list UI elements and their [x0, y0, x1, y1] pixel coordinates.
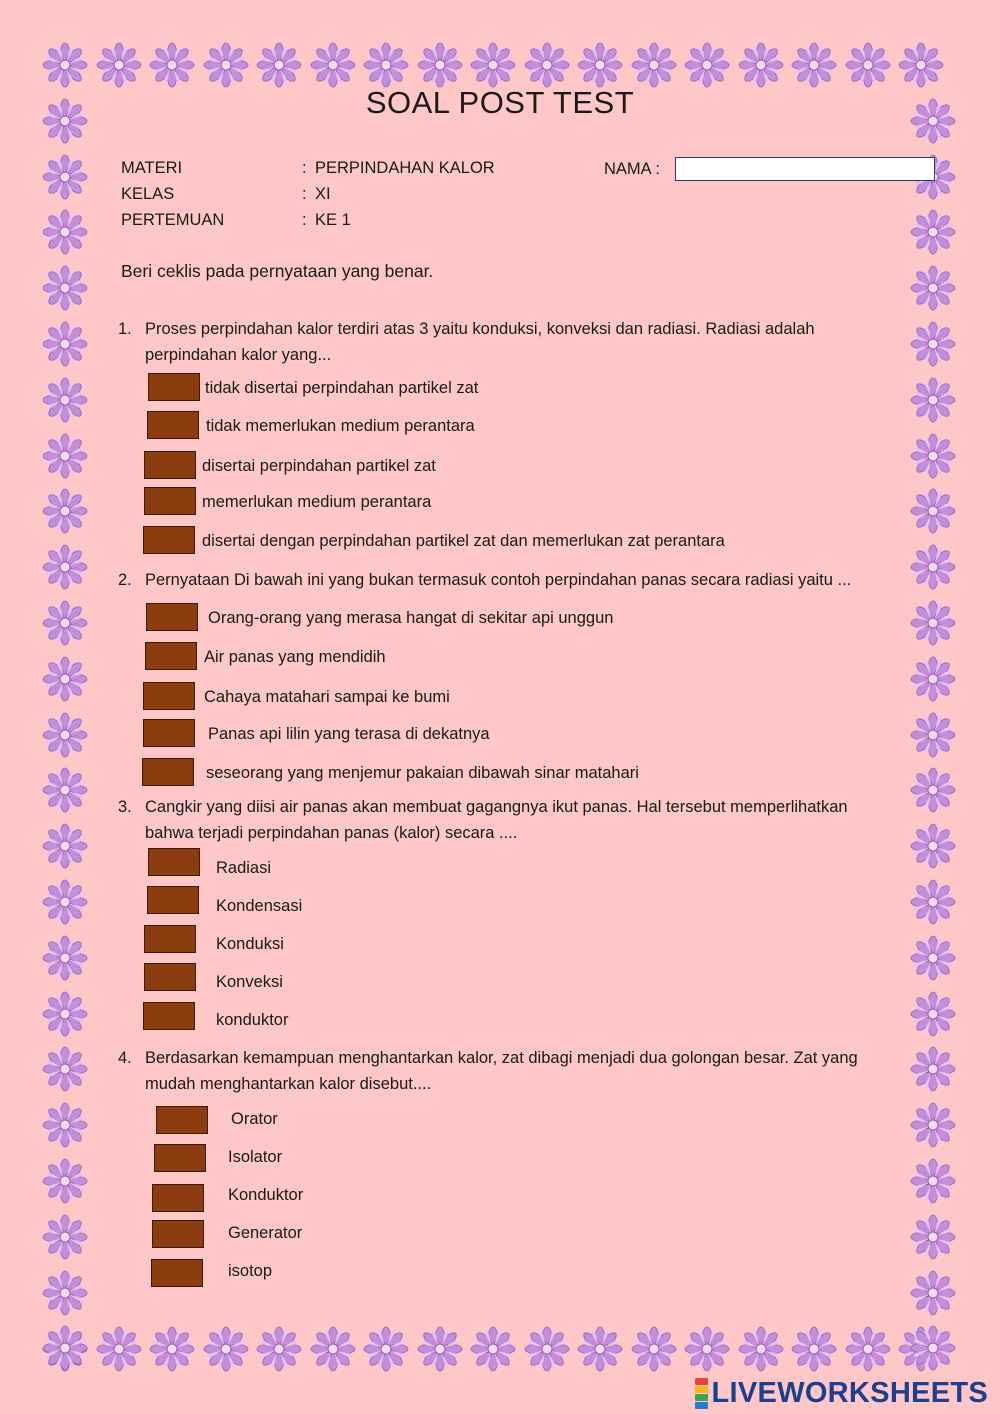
answer-checkbox[interactable]	[143, 526, 195, 554]
flower-ornament-icon	[417, 42, 463, 88]
meta-colon: :	[302, 211, 307, 229]
option-q4-d	[152, 1220, 452, 1250]
option-q4-a	[156, 1106, 456, 1136]
question-number: 3.	[118, 798, 132, 816]
flower-ornament-icon	[684, 42, 730, 88]
flower-ornament-icon	[845, 42, 891, 88]
flower-ornament-icon	[910, 656, 956, 702]
flower-ornament-icon	[363, 42, 409, 88]
question-2	[118, 567, 878, 593]
nama-input[interactable]	[675, 157, 935, 181]
flower-ornament-icon	[631, 42, 677, 88]
flower-ornament-icon	[470, 42, 516, 88]
flower-ornament-icon	[42, 1046, 88, 1092]
option-text: Orang-orang yang merasa hangat di sekitar api unggun	[208, 609, 614, 627]
meta-row-pertemuan	[121, 207, 601, 233]
option-q2-a	[146, 603, 746, 633]
question-number: 4.	[118, 1049, 132, 1067]
flower-ornament-icon	[42, 1214, 88, 1260]
flower-ornament-icon	[42, 209, 88, 255]
flower-ornament-icon	[910, 1102, 956, 1148]
flower-ornament-icon	[42, 377, 88, 423]
flower-ornament-icon	[791, 42, 837, 88]
meta-colon: :	[302, 185, 307, 203]
nama-label: NAMA :	[604, 160, 660, 178]
meta-info	[121, 155, 601, 233]
flower-ornament-icon	[738, 1326, 784, 1372]
flower-ornament-icon	[42, 767, 88, 813]
flower-ornament-icon	[910, 1270, 956, 1316]
meta-value: PERPINDAHAN KALOR	[315, 159, 495, 177]
flower-ornament-icon	[910, 991, 956, 1037]
flower-ornament-icon	[256, 1326, 302, 1372]
flower-ornament-icon	[631, 1326, 677, 1372]
option-text: Konduktor	[228, 1186, 304, 1204]
flower-ornament-icon	[42, 1270, 88, 1316]
option-text: seseorang yang menjemur pakaian dibawah sinar matahari	[206, 764, 639, 782]
flower-ornament-icon	[42, 1102, 88, 1148]
flower-ornament-icon	[470, 1326, 516, 1372]
answer-checkbox[interactable]	[147, 411, 199, 439]
flower-ornament-icon	[42, 823, 88, 869]
flower-ornament-icon	[310, 42, 356, 88]
option-text: Konveksi	[216, 973, 283, 991]
flower-ornament-icon	[42, 488, 88, 534]
flower-ornament-icon	[42, 935, 88, 981]
answer-checkbox[interactable]	[143, 719, 195, 747]
meta-colon: :	[302, 159, 307, 177]
option-q3-a	[148, 848, 448, 878]
flower-ornament-icon	[791, 1326, 837, 1372]
flower-ornament-icon	[42, 42, 88, 88]
answer-checkbox[interactable]	[152, 1184, 204, 1212]
flower-ornament-icon	[910, 1214, 956, 1260]
option-q2-b	[145, 642, 745, 672]
flower-ornament-icon	[42, 544, 88, 590]
meta-label: PERTEMUAN	[121, 211, 225, 229]
option-text: Isolator	[228, 1148, 283, 1166]
option-q2-d	[143, 719, 743, 749]
flower-ornament-icon	[42, 1325, 88, 1371]
flower-ornament-icon	[910, 823, 956, 869]
option-q4-c	[152, 1184, 452, 1214]
flower-ornament-icon	[42, 433, 88, 479]
flower-ornament-icon	[42, 600, 88, 646]
flower-ornament-icon	[203, 42, 249, 88]
answer-checkbox[interactable]	[144, 451, 196, 479]
flower-ornament-icon	[310, 1326, 356, 1372]
flower-ornament-icon	[910, 488, 956, 534]
option-text: Orator	[231, 1110, 278, 1128]
option-text: disertai perpindahan partikel zat	[202, 457, 436, 475]
question-number: 1.	[118, 320, 132, 338]
option-q1-a	[148, 373, 648, 403]
meta-row-materi	[121, 155, 601, 181]
question-text: Pernyataan Di bawah ini yang bukan termasuk contoh perpindahan panas secara radiasi yaitu ...	[145, 571, 852, 589]
flower-ornament-icon	[845, 1326, 891, 1372]
option-text: tidak memerlukan medium perantara	[206, 417, 475, 435]
page-title: SOAL POST TEST	[365, 85, 635, 120]
flower-ornament-icon	[898, 42, 944, 88]
option-q1-e	[143, 526, 783, 556]
answer-checkbox[interactable]	[144, 963, 196, 991]
flower-ornament-icon	[256, 42, 302, 88]
flower-ornament-icon	[42, 656, 88, 702]
meta-label: KELAS	[121, 185, 175, 203]
option-q1-d	[144, 487, 644, 517]
option-q1-c	[144, 451, 644, 481]
question-text: Proses perpindahan kalor terdiri atas 3 yaitu konduksi, konveksi dan radiasi. Radiasi adalah perpindahan kalor yang...	[145, 320, 815, 364]
flower-ornament-icon	[910, 879, 956, 925]
answer-checkbox[interactable]	[148, 373, 200, 401]
answer-checkbox[interactable]	[145, 642, 197, 670]
option-q3-e	[143, 1002, 443, 1032]
flower-ornament-icon	[42, 154, 88, 200]
option-text: konduktor	[216, 1011, 289, 1029]
flower-ornament-icon	[910, 544, 956, 590]
question-4	[118, 1045, 878, 1097]
flower-ornament-icon	[910, 209, 956, 255]
question-text: Cangkir yang diisi air panas akan membuat gagangnya ikut panas. Hal tersebut memperlihatkan bahwa terjadi perpindahan panas (kalor) secara ....	[145, 798, 848, 842]
meta-value: KE 1	[315, 211, 351, 229]
option-q3-b	[147, 886, 447, 916]
flower-ornament-icon	[42, 321, 88, 367]
flower-ornament-icon	[910, 1046, 956, 1092]
option-text: Radiasi	[216, 859, 272, 877]
flower-ornament-icon	[910, 935, 956, 981]
option-q2-e	[142, 758, 762, 788]
option-text: Cahaya matahari sampai ke bumi	[204, 688, 450, 706]
answer-checkbox[interactable]	[144, 925, 196, 953]
liveworksheets-logo	[695, 1376, 989, 1410]
question-3	[118, 794, 878, 846]
option-q4-e	[151, 1259, 451, 1289]
flower-ornament-icon	[42, 712, 88, 758]
flower-ornament-icon	[577, 1326, 623, 1372]
option-text: Konduksi	[216, 935, 284, 953]
flower-ornament-icon	[417, 1326, 463, 1372]
flower-ornament-icon	[738, 42, 784, 88]
flower-ornament-icon	[363, 1326, 409, 1372]
question-text: Berdasarkan kemampuan menghantarkan kalor, zat dibagi menjadi dua golongan besar. Zat yang mudah menghantarkan kalor disebut....	[145, 1049, 858, 1093]
flower-ornament-icon	[96, 1326, 142, 1372]
flower-ornament-icon	[42, 265, 88, 311]
option-q4-b	[154, 1144, 454, 1174]
option-q3-d	[144, 963, 444, 993]
logo-mark-icon	[695, 1378, 708, 1409]
flower-ornament-icon	[910, 321, 956, 367]
option-text: memerlukan medium perantara	[202, 493, 432, 511]
answer-checkbox[interactable]	[142, 758, 194, 786]
answer-checkbox[interactable]	[152, 1220, 204, 1248]
flower-ornament-icon	[149, 1326, 195, 1372]
option-text: Kondensasi	[216, 897, 303, 915]
flower-ornament-icon	[96, 42, 142, 88]
flower-ornament-icon	[42, 991, 88, 1037]
meta-label: MATERI	[121, 159, 183, 177]
option-text: isotop	[228, 1262, 273, 1280]
flower-ornament-icon	[910, 767, 956, 813]
answer-checkbox[interactable]	[148, 848, 200, 876]
flower-ornament-icon	[42, 1158, 88, 1204]
answer-checkbox[interactable]	[154, 1144, 206, 1172]
flower-ornament-icon	[910, 265, 956, 311]
answer-checkbox[interactable]	[156, 1106, 208, 1134]
option-q1-b	[147, 411, 647, 441]
answer-checkbox[interactable]	[151, 1259, 203, 1287]
answer-checkbox[interactable]	[143, 1002, 195, 1030]
option-q2-c	[143, 682, 743, 712]
flower-ornament-icon	[910, 433, 956, 479]
answer-checkbox[interactable]	[146, 603, 198, 631]
flower-ornament-icon	[910, 377, 956, 423]
flower-ornament-icon	[910, 1158, 956, 1204]
option-text: Panas api lilin yang terasa di dekatnya	[208, 725, 490, 743]
meta-value: XI	[315, 185, 331, 203]
logo-text: LIVEWORKSHEETS	[711, 1376, 988, 1409]
meta-row-kelas	[121, 181, 601, 207]
flower-ornament-icon	[149, 42, 195, 88]
flower-ornament-icon	[910, 712, 956, 758]
flower-ornament-icon	[577, 42, 623, 88]
option-text: disertai dengan perpindahan partikel zat dan memerlukan zat perantara	[202, 532, 725, 550]
flower-ornament-icon	[910, 600, 956, 646]
option-q3-c	[144, 925, 444, 955]
option-text: Generator	[228, 1224, 303, 1242]
flower-ornament-icon	[524, 42, 570, 88]
flower-ornament-icon	[203, 1326, 249, 1372]
question-number: 2.	[118, 571, 132, 589]
flower-ornament-icon	[910, 1325, 956, 1371]
option-text: Air panas yang mendidih	[204, 648, 386, 666]
flower-ornament-icon	[684, 1326, 730, 1372]
flower-ornament-icon	[42, 879, 88, 925]
question-1	[118, 316, 878, 368]
instruction-text: Beri ceklis pada pernyataan yang benar.	[121, 261, 434, 281]
flower-ornament-icon	[524, 1326, 570, 1372]
answer-checkbox[interactable]	[147, 886, 199, 914]
answer-checkbox[interactable]	[144, 487, 196, 515]
answer-checkbox[interactable]	[143, 682, 195, 710]
option-text: tidak disertai perpindahan partikel zat	[205, 379, 479, 397]
